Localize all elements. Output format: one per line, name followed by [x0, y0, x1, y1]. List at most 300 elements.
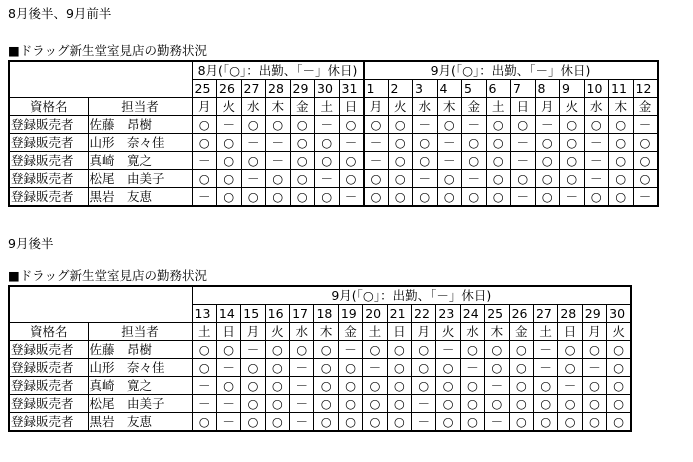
attendance-mark-cell: ○: [241, 188, 266, 207]
attendance-mark-cell: －: [535, 116, 560, 134]
section1-store-title-text: ■ドラッグ新生堂室見店の勤務状況: [8, 43, 208, 58]
attendance-mark-cell: －: [241, 134, 266, 152]
weekday-cell: 水: [460, 323, 484, 341]
attendance-mark-cell: －: [412, 395, 436, 413]
section2-store-title-text: ■ドラッグ新生堂室見店の勤務状況: [8, 268, 208, 283]
attendance-mark-cell: ○: [460, 395, 484, 413]
section2-schedule-table: [8, 285, 632, 432]
attendance-mark-cell: ○: [582, 413, 606, 432]
attendance-mark-cell: －: [511, 134, 536, 152]
qualification-column-header: 資格名: [9, 98, 88, 116]
attendance-mark-cell: ○: [607, 377, 631, 395]
table-row: [9, 377, 631, 395]
date-cell: 4: [437, 80, 462, 98]
table-row: [9, 341, 631, 359]
attendance-mark-cell: ○: [266, 170, 291, 188]
attendance-mark-cell: ○: [485, 395, 509, 413]
date-cell: 14: [216, 305, 240, 323]
attendance-mark-cell: ○: [364, 188, 389, 207]
attendance-mark-cell: ○: [558, 341, 582, 359]
date-cell: 19: [338, 305, 362, 323]
staff-name-cell: 山形 奈々佳: [88, 134, 192, 152]
weekday-cell: 水: [241, 98, 266, 116]
attendance-mark-cell: ○: [265, 413, 289, 432]
attendance-mark-cell: ○: [290, 188, 315, 207]
attendance-mark-cell: ○: [192, 359, 216, 377]
table-row: [9, 395, 631, 413]
date-cell: 21: [387, 305, 411, 323]
weekday-cell: 木: [314, 323, 338, 341]
date-cell: 29: [290, 80, 315, 98]
attendance-mark-cell: ○: [363, 413, 387, 432]
attendance-mark-cell: ○: [290, 116, 315, 134]
staff-name-cell: 黒岩 友恵: [88, 188, 192, 207]
staff-name-cell: 黒岩 友恵: [88, 413, 192, 432]
attendance-mark-cell: ○: [241, 395, 265, 413]
attendance-mark-cell: －: [364, 152, 389, 170]
weekday-cell: 木: [609, 98, 634, 116]
attendance-mark-cell: －: [315, 170, 340, 188]
attendance-mark-cell: ○: [535, 152, 560, 170]
attendance-mark-cell: ○: [413, 152, 438, 170]
weekday-cell: 日: [511, 98, 536, 116]
section2-store-title: [8, 268, 207, 284]
attendance-mark-cell: ○: [485, 341, 509, 359]
attendance-mark-cell: ○: [290, 134, 315, 152]
attendance-mark-cell: －: [633, 188, 658, 207]
attendance-mark-cell: ○: [633, 152, 658, 170]
attendance-mark-cell: －: [290, 377, 314, 395]
attendance-mark-cell: ○: [315, 152, 340, 170]
attendance-mark-cell: ○: [241, 377, 265, 395]
attendance-mark-cell: ○: [217, 170, 242, 188]
attendance-mark-cell: ○: [241, 413, 265, 432]
section1-heading: 8月後半、9月前半: [8, 6, 112, 21]
weekday-cell: 日: [387, 323, 411, 341]
attendance-mark-cell: ○: [486, 188, 511, 207]
section2-heading: 9月後半: [8, 236, 54, 251]
qualification-cell: 登録販売者: [9, 377, 88, 395]
attendance-mark-cell: ○: [217, 134, 242, 152]
attendance-mark-cell: ○: [387, 359, 411, 377]
attendance-mark-cell: ○: [607, 341, 631, 359]
attendance-mark-cell: ○: [363, 341, 387, 359]
attendance-mark-cell: ○: [560, 116, 585, 134]
weekday-cell: 土: [533, 323, 557, 341]
date-cell: 31: [339, 80, 364, 98]
attendance-mark-cell: ○: [584, 116, 609, 134]
weekday-cell: 金: [509, 323, 533, 341]
attendance-mark-cell: －: [584, 134, 609, 152]
attendance-mark-cell: ○: [533, 413, 557, 432]
attendance-mark-cell: －: [315, 116, 340, 134]
attendance-mark-cell: ○: [509, 395, 533, 413]
attendance-mark-cell: ○: [314, 395, 338, 413]
date-cell: 22: [412, 305, 436, 323]
date-cell: 28: [266, 80, 291, 98]
qualification-column-header: 資格名: [9, 323, 88, 341]
weekday-cell: 月: [535, 98, 560, 116]
attendance-mark-cell: －: [290, 395, 314, 413]
attendance-mark-cell: ○: [558, 359, 582, 377]
date-cell: 3: [413, 80, 438, 98]
weekday-row: [9, 323, 631, 341]
qualification-cell: 登録販売者: [9, 134, 88, 152]
weekday-cell: 土: [363, 323, 387, 341]
section1-schedule-table: [8, 60, 659, 207]
attendance-mark-cell: ○: [533, 377, 557, 395]
table-row: [9, 134, 658, 152]
attendance-mark-cell: ○: [241, 152, 266, 170]
attendance-mark-cell: ○: [607, 359, 631, 377]
attendance-mark-cell: －: [290, 413, 314, 432]
attendance-mark-cell: ○: [535, 134, 560, 152]
date-cell: 23: [436, 305, 460, 323]
attendance-mark-cell: ○: [558, 413, 582, 432]
attendance-mark-cell: ○: [388, 116, 413, 134]
attendance-mark-cell: ○: [633, 170, 658, 188]
staff-name-cell: 真崎 寛之: [88, 152, 192, 170]
weekday-cell: 月: [412, 323, 436, 341]
attendance-mark-cell: －: [584, 152, 609, 170]
staff-name-cell: 真崎 寛之: [88, 377, 192, 395]
date-cell: 6: [486, 80, 511, 98]
attendance-mark-cell: ○: [192, 134, 217, 152]
attendance-mark-cell: ○: [607, 413, 631, 432]
attendance-mark-cell: ○: [387, 395, 411, 413]
attendance-mark-cell: ○: [216, 377, 240, 395]
attendance-mark-cell: －: [511, 152, 536, 170]
attendance-mark-cell: ○: [192, 341, 216, 359]
attendance-mark-cell: －: [192, 395, 216, 413]
attendance-mark-cell: －: [533, 359, 557, 377]
attendance-mark-cell: ○: [338, 377, 362, 395]
month-header-cell: 9月(「○」：出勤、「－」休日): [364, 61, 658, 80]
attendance-mark-cell: －: [560, 188, 585, 207]
date-cell: 27: [241, 80, 266, 98]
staff-column-header: 担当者: [88, 323, 192, 341]
month-header-cell: 8月(「○」：出勤、「－」休日): [192, 61, 364, 80]
attendance-mark-cell: －: [582, 359, 606, 377]
attendance-mark-cell: ○: [558, 395, 582, 413]
attendance-mark-cell: ○: [412, 377, 436, 395]
date-cell: 15: [241, 305, 265, 323]
date-cell: 25: [192, 80, 217, 98]
attendance-mark-cell: ○: [265, 395, 289, 413]
date-cell: 5: [462, 80, 487, 98]
attendance-mark-cell: ○: [192, 170, 217, 188]
weekday-cell: 日: [216, 323, 240, 341]
attendance-mark-cell: ○: [485, 359, 509, 377]
weekday-cell: 火: [560, 98, 585, 116]
section1-store-title: [8, 43, 207, 59]
attendance-mark-cell: ○: [364, 116, 389, 134]
attendance-mark-cell: ○: [339, 170, 364, 188]
attendance-mark-cell: ○: [388, 134, 413, 152]
date-cell: 1: [364, 80, 389, 98]
attendance-mark-cell: －: [413, 170, 438, 188]
attendance-mark-cell: ○: [413, 188, 438, 207]
attendance-mark-cell: ○: [338, 413, 362, 432]
date-cell: 12: [633, 80, 658, 98]
qualification-cell: 登録販売者: [9, 341, 88, 359]
attendance-mark-cell: ○: [314, 413, 338, 432]
attendance-mark-cell: ○: [217, 152, 242, 170]
attendance-mark-cell: ○: [560, 134, 585, 152]
attendance-mark-cell: －: [241, 170, 266, 188]
weekday-row: [9, 98, 658, 116]
attendance-mark-cell: －: [339, 188, 364, 207]
weekday-cell: 火: [265, 323, 289, 341]
attendance-mark-cell: ○: [437, 170, 462, 188]
attendance-mark-cell: －: [485, 377, 509, 395]
date-cell: 24: [460, 305, 484, 323]
attendance-mark-cell: ○: [413, 134, 438, 152]
date-cell: 26: [217, 80, 242, 98]
weekday-cell: 火: [217, 98, 242, 116]
weekday-cell: 日: [339, 98, 364, 116]
attendance-mark-cell: ○: [460, 341, 484, 359]
attendance-mark-cell: ○: [486, 134, 511, 152]
attendance-mark-cell: ○: [582, 377, 606, 395]
staff-name-cell: 山形 奈々佳: [88, 359, 192, 377]
attendance-mark-cell: ○: [339, 152, 364, 170]
attendance-mark-cell: －: [436, 341, 460, 359]
date-cell: 7: [511, 80, 536, 98]
attendance-mark-cell: ○: [192, 116, 217, 134]
date-cell: 28: [558, 305, 582, 323]
attendance-mark-cell: ○: [363, 377, 387, 395]
attendance-mark-cell: －: [339, 134, 364, 152]
attendance-mark-cell: ○: [265, 359, 289, 377]
attendance-mark-cell: －: [338, 341, 362, 359]
weekday-cell: 木: [266, 98, 291, 116]
attendance-mark-cell: ○: [315, 134, 340, 152]
attendance-mark-cell: －: [584, 170, 609, 188]
weekday-cell: 日: [558, 323, 582, 341]
attendance-mark-cell: ○: [609, 134, 634, 152]
attendance-mark-cell: －: [266, 152, 291, 170]
attendance-mark-cell: ○: [560, 170, 585, 188]
attendance-mark-cell: ○: [388, 152, 413, 170]
date-cell: 17: [290, 305, 314, 323]
attendance-mark-cell: ○: [217, 188, 242, 207]
table-row: [9, 116, 658, 134]
attendance-mark-cell: ○: [462, 188, 487, 207]
weekday-cell: 水: [413, 98, 438, 116]
attendance-mark-cell: ○: [437, 116, 462, 134]
attendance-mark-cell: ○: [290, 152, 315, 170]
month-header-row: [9, 61, 658, 80]
attendance-mark-cell: ○: [509, 341, 533, 359]
table-row: [9, 152, 658, 170]
attendance-mark-cell: －: [216, 395, 240, 413]
attendance-mark-cell: －: [363, 359, 387, 377]
attendance-mark-cell: －: [241, 341, 265, 359]
attendance-mark-cell: ○: [388, 170, 413, 188]
attendance-mark-cell: －: [533, 341, 557, 359]
attendance-mark-cell: ○: [314, 377, 338, 395]
attendance-mark-cell: ○: [535, 188, 560, 207]
attendance-mark-cell: ○: [388, 188, 413, 207]
attendance-mark-cell: ○: [436, 395, 460, 413]
attendance-mark-cell: －: [460, 359, 484, 377]
attendance-mark-cell: ○: [265, 341, 289, 359]
date-cell: 30: [607, 305, 631, 323]
attendance-mark-cell: ○: [486, 152, 511, 170]
attendance-mark-cell: ○: [315, 188, 340, 207]
date-cell: 8: [535, 80, 560, 98]
attendance-mark-cell: ○: [216, 341, 240, 359]
table-row: [9, 170, 658, 188]
attendance-mark-cell: －: [412, 413, 436, 432]
attendance-mark-cell: －: [216, 413, 240, 432]
qualification-cell: 登録販売者: [9, 170, 88, 188]
attendance-mark-cell: －: [217, 116, 242, 134]
date-cell: 26: [509, 305, 533, 323]
attendance-mark-cell: ○: [364, 170, 389, 188]
weekday-cell: 土: [192, 323, 216, 341]
attendance-mark-cell: ○: [462, 134, 487, 152]
attendance-mark-cell: －: [437, 152, 462, 170]
qualification-cell: 登録販売者: [9, 413, 88, 432]
attendance-mark-cell: ○: [314, 359, 338, 377]
date-cell: 29: [582, 305, 606, 323]
attendance-mark-cell: ○: [339, 116, 364, 134]
attendance-mark-cell: ○: [436, 413, 460, 432]
qualification-cell: 登録販売者: [9, 395, 88, 413]
attendance-mark-cell: ○: [290, 170, 315, 188]
attendance-mark-cell: ○: [584, 188, 609, 207]
date-cell: 18: [314, 305, 338, 323]
attendance-mark-cell: ○: [436, 359, 460, 377]
weekday-cell: 木: [485, 323, 509, 341]
attendance-mark-cell: ○: [509, 413, 533, 432]
date-cell: 16: [265, 305, 289, 323]
table-row: [9, 359, 631, 377]
attendance-mark-cell: ○: [460, 413, 484, 432]
date-cell: 25: [485, 305, 509, 323]
attendance-mark-cell: ○: [609, 188, 634, 207]
attendance-mark-cell: ○: [460, 377, 484, 395]
attendance-mark-cell: －: [462, 116, 487, 134]
attendance-mark-cell: －: [290, 359, 314, 377]
weekday-cell: 土: [486, 98, 511, 116]
weekday-cell: 金: [462, 98, 487, 116]
attendance-mark-cell: ○: [241, 116, 266, 134]
date-cell: 10: [584, 80, 609, 98]
date-cell: 27: [533, 305, 557, 323]
date-cell: 11: [609, 80, 634, 98]
date-cell: 20: [363, 305, 387, 323]
weekday-cell: 金: [290, 98, 315, 116]
attendance-mark-cell: ○: [511, 116, 536, 134]
attendance-mark-cell: －: [462, 170, 487, 188]
weekday-cell: 月: [192, 98, 217, 116]
attendance-mark-cell: ○: [582, 341, 606, 359]
qualification-cell: 登録販売者: [9, 359, 88, 377]
qualification-cell: 登録販売者: [9, 152, 88, 170]
weekday-cell: 土: [315, 98, 340, 116]
attendance-mark-cell: ○: [607, 395, 631, 413]
weekday-cell: 火: [607, 323, 631, 341]
attendance-mark-cell: ○: [290, 341, 314, 359]
attendance-mark-cell: ○: [609, 170, 634, 188]
attendance-mark-cell: －: [216, 359, 240, 377]
date-cell: 13: [192, 305, 216, 323]
qualification-cell: 登録販売者: [9, 116, 88, 134]
attendance-mark-cell: ○: [266, 116, 291, 134]
attendance-mark-cell: ○: [412, 341, 436, 359]
weekday-cell: 月: [241, 323, 265, 341]
weekday-cell: 木: [437, 98, 462, 116]
attendance-mark-cell: ○: [609, 152, 634, 170]
attendance-mark-cell: ○: [192, 413, 216, 432]
attendance-mark-cell: －: [558, 377, 582, 395]
blank-corner-cell: [9, 286, 192, 323]
attendance-mark-cell: ○: [486, 116, 511, 134]
attendance-mark-cell: －: [364, 134, 389, 152]
attendance-mark-cell: ○: [265, 377, 289, 395]
attendance-mark-cell: ○: [363, 395, 387, 413]
month-header-cell: 9月(「○」：出勤、「－」休日): [192, 286, 631, 305]
attendance-mark-cell: ○: [266, 188, 291, 207]
attendance-mark-cell: －: [266, 134, 291, 152]
attendance-mark-cell: ○: [338, 359, 362, 377]
attendance-mark-cell: ○: [436, 377, 460, 395]
staff-name-cell: 松尾 由美子: [88, 395, 192, 413]
table-row: [9, 188, 658, 207]
attendance-mark-cell: ○: [387, 341, 411, 359]
attendance-mark-cell: ○: [462, 152, 487, 170]
weekday-cell: 火: [388, 98, 413, 116]
attendance-mark-cell: －: [485, 413, 509, 432]
attendance-mark-cell: ○: [486, 170, 511, 188]
attendance-mark-cell: －: [413, 116, 438, 134]
attendance-mark-cell: ○: [509, 359, 533, 377]
attendance-mark-cell: －: [192, 188, 217, 207]
attendance-mark-cell: －: [192, 152, 217, 170]
qualification-cell: 登録販売者: [9, 188, 88, 207]
table-row: [9, 413, 631, 432]
attendance-mark-cell: ○: [535, 170, 560, 188]
attendance-mark-cell: ○: [582, 395, 606, 413]
attendance-mark-cell: ○: [511, 170, 536, 188]
attendance-mark-cell: －: [192, 377, 216, 395]
attendance-mark-cell: ○: [560, 152, 585, 170]
attendance-mark-cell: －: [633, 116, 658, 134]
attendance-mark-cell: ○: [437, 188, 462, 207]
blank-corner-cell: [9, 61, 192, 98]
staff-name-cell: 佐藤 昂樹: [88, 116, 192, 134]
attendance-mark-cell: ○: [609, 116, 634, 134]
staff-column-header: 担当者: [88, 98, 192, 116]
date-cell: 2: [388, 80, 413, 98]
attendance-mark-cell: ○: [509, 377, 533, 395]
attendance-mark-cell: ○: [314, 341, 338, 359]
weekday-cell: 月: [582, 323, 606, 341]
date-cell: 30: [315, 80, 340, 98]
date-cell: 9: [560, 80, 585, 98]
staff-name-cell: 松尾 由美子: [88, 170, 192, 188]
attendance-mark-cell: ○: [241, 359, 265, 377]
weekday-cell: 月: [364, 98, 389, 116]
attendance-mark-cell: ○: [533, 395, 557, 413]
attendance-mark-cell: －: [437, 134, 462, 152]
weekday-cell: 金: [633, 98, 658, 116]
attendance-mark-cell: ○: [387, 413, 411, 432]
staff-name-cell: 佐藤 昂樹: [88, 341, 192, 359]
